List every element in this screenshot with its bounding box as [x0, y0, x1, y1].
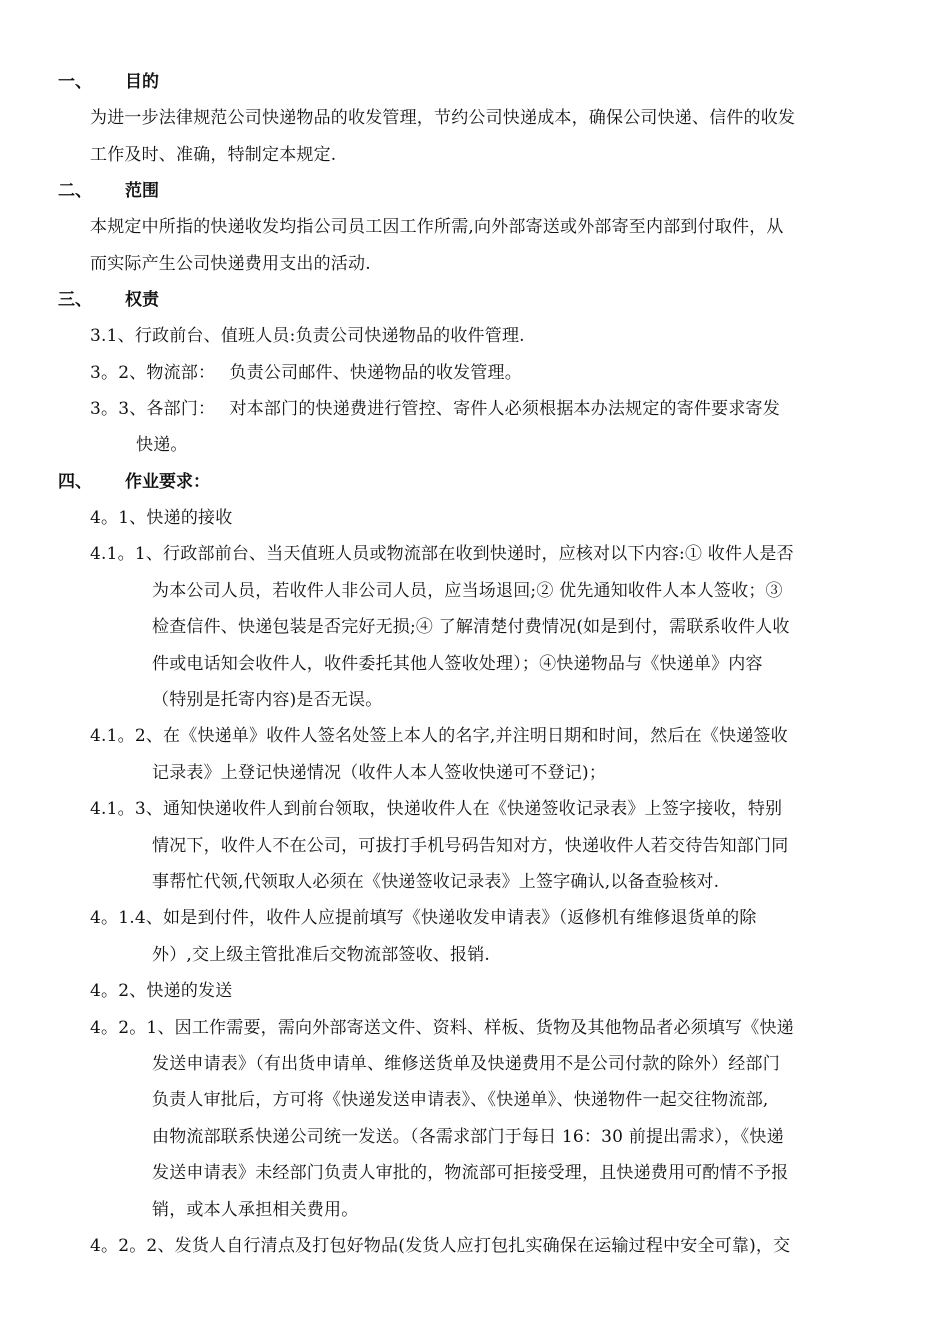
paragraph-line: 快递。 — [136, 435, 188, 455]
section-title-requirements: 作业要求： — [125, 472, 210, 492]
paragraph-line: 3.1、行政前台、值班人员:负责公司快递物品的收件管理. — [90, 326, 525, 346]
paragraph-line: 发送申请表》未经部门负责人审批的，物流部可拒接受理，且快递费用可酌情不予报 — [152, 1163, 789, 1183]
paragraph-line: 4.1。1、行政部前台、当天值班人员或物流部在收到快递时，应核对以下内容:① 收件人是否 — [90, 544, 794, 564]
section-number-2: 二、 — [58, 181, 92, 201]
paragraph-line: 件或电话知会收件人，收件委托其他人签收处理）；④快递物品与《快递单》内容 — [152, 654, 763, 674]
section-title-scope: 范围 — [125, 181, 159, 201]
paragraph-line: 由物流部联系快递公司统一发送。（各需求部门于每日 16：30 前提出需求），《快递 — [152, 1127, 784, 1147]
paragraph-line: 3。3、各部门： 对本部门的快递费进行管控、寄件人必须根据本办法规定的寄件要求寄发 — [90, 399, 780, 419]
paragraph-line: 发送申请表》（有出货申请单、维修送货单及快递费用不是公司付款的除外）经部门 — [152, 1054, 780, 1074]
paragraph-line: 4。1.4、如是到付件，收件人应提前填写《快递收发申请表》（返修机有维修退货单的除 — [90, 908, 757, 928]
paragraph-line: 4.1。2、在《快递单》收件人签名处签上本人的名字,并注明日期和时间，然后在《快递签收 — [90, 726, 788, 746]
paragraph-line: 4。1、快递的接收 — [90, 508, 233, 528]
paragraph-line: 工作及时、准确，特制定本规定. — [90, 145, 337, 165]
paragraph-line: 为进一步法律规范公司快递物品的收发管理，节约公司快递成本，确保公司快递、信件的收发 — [90, 108, 796, 128]
paragraph-line: 销，或本人承担相关费用。 — [152, 1200, 359, 1220]
paragraph-line: 本规定中所指的快递收发均指公司员工因工作所需,向外部寄送或外部寄至内部到付取件，从 — [90, 217, 784, 237]
paragraph-line: 而实际产生公司快递费用支出的活动. — [90, 254, 371, 274]
paragraph-line: 负责人审批后，方可将《快递发送申请表》、《快递单》、快递物件一起交往物流部, — [152, 1090, 769, 1110]
section-title-purpose: 目的 — [125, 72, 159, 92]
paragraph-line: 4.1。3、通知快递收件人到前台领取，快递收件人在《快递签收记录表》上签字接收，特别 — [90, 799, 783, 819]
paragraph-line: 为本公司人员，若收件人非公司人员，应当场退回;② 优先通知收件人本人签收；③ — [152, 581, 783, 601]
paragraph-line: 检查信件、快递包装是否完好无损;④ 了解清楚付费情况(如是到付，需联系收件人收 — [152, 617, 790, 637]
paragraph-line: 4。2、快递的发送 — [90, 981, 233, 1001]
section-number-3: 三、 — [58, 290, 92, 310]
paragraph-line: 记录表》上登记快递情况（收件人本人签收快递可不登记)； — [152, 763, 607, 783]
paragraph-line: 外）,交上级主管批准后交物流部签收、报销. — [152, 945, 491, 965]
paragraph-line: （特别是托寄内容)是否无误。 — [152, 690, 383, 710]
paragraph-line: 事帮忙代领,代领取人必须在《快递签收记录表》上签字确认,以备查验核对. — [152, 872, 720, 892]
section-title-responsibilities: 权责 — [125, 290, 159, 310]
section-number-4: 四、 — [58, 472, 92, 492]
paragraph-line: 3。2、物流部： 负责公司邮件、快递物品的收发管理。 — [90, 363, 522, 383]
paragraph-line: 4。2。1、因工作需要，需向外部寄送文件、资料、样板、货物及其他物品者必须填写《快递 — [90, 1018, 794, 1038]
paragraph-line: 4。2。2、发货人自行清点及打包好物品(发货人应打包扎实确保在运输过程中安全可靠)，交 — [90, 1236, 791, 1256]
section-number-1: 一、 — [58, 72, 92, 92]
paragraph-line: 情况下，收件人不在公司，可拔打手机号码告知对方，快递收件人若交待告知部门同 — [152, 836, 789, 856]
